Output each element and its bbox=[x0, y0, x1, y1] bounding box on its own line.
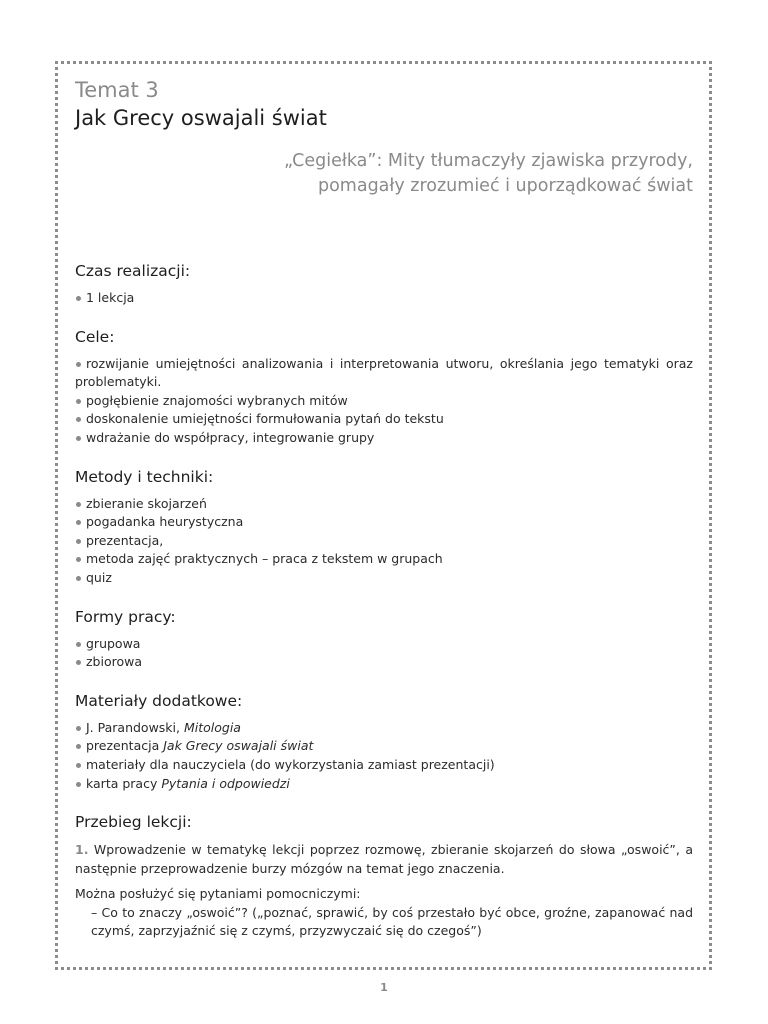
book-title: Mitologia bbox=[183, 719, 241, 735]
helper-question: – Co to znaczy „oswoić”? („poznać, sprawić, by coś przestało być obce, groźne, zapanować nad czymś, zaprzyjaźnić się z czymś, przyzwyczaić się do czegoś”) bbox=[91, 904, 693, 939]
section-czas bbox=[75, 261, 693, 308]
list-item: quiz bbox=[75, 569, 693, 588]
worksheet-title: Pytania i odpowiedzi bbox=[161, 775, 290, 791]
section-materialy bbox=[75, 691, 693, 793]
list-item: pogadanka heurystyczna bbox=[75, 513, 693, 532]
bullet-list bbox=[75, 719, 693, 793]
bullet-list bbox=[75, 289, 693, 308]
section-formy bbox=[75, 607, 693, 672]
list-item: doskonalenie umiejętności formułowania pytań do tekstu bbox=[75, 410, 693, 429]
step-text: Wprowadzenie w tematykę lekcji poprzez rozmowę, zbieranie skojarzeń do słowa „oswoić”, a następnie przeprowadzenie burzy mózgów na temat jego znaczenia. bbox=[75, 842, 693, 876]
topic-label: Temat 3 bbox=[75, 78, 159, 102]
subtitle bbox=[75, 149, 693, 199]
list-item: prezentacja, bbox=[75, 532, 693, 551]
subtitle-line: pomagały zrozumieć i uporządkować świat bbox=[317, 176, 693, 196]
section-heading: Formy pracy: bbox=[75, 607, 176, 626]
list-item: zbieranie skojarzeń bbox=[75, 495, 693, 514]
list-item: pogłębienie znajomości wybranych mitów bbox=[75, 392, 693, 411]
page-title: Jak Grecy oswajali świat bbox=[75, 106, 327, 130]
item-text: prezentacja bbox=[86, 738, 164, 754]
list-item bbox=[75, 719, 693, 738]
helper-intro: Można posłużyć się pytaniami pomocniczymi: bbox=[75, 886, 361, 902]
list-item: 1 lekcja bbox=[75, 289, 693, 308]
section-metody bbox=[75, 467, 693, 588]
list-item: zbiorowa bbox=[75, 653, 693, 672]
bullet-list bbox=[75, 355, 693, 448]
section-przebieg bbox=[75, 812, 693, 941]
section-heading: Materiały dodatkowe: bbox=[75, 691, 243, 710]
list-item bbox=[75, 775, 693, 794]
bullet-list bbox=[75, 495, 693, 588]
list-item: grupowa bbox=[75, 635, 693, 654]
bullet-list bbox=[75, 635, 693, 672]
list-item bbox=[75, 737, 693, 756]
item-text: materiały dla nauczyciela (do wykorzystania zamiast prezentacji) bbox=[86, 756, 495, 772]
list-item: rozwijanie umiejętności analizowania i interpretowania utworu, określania jego tematyki oraz problematyki. bbox=[75, 355, 693, 392]
list-item: metoda zajęć praktycznych – praca z tekstem w grupach bbox=[75, 550, 693, 569]
step-number: 1. bbox=[75, 842, 89, 858]
subtitle-line: „Cegiełka”: Mity tłumaczyły zjawiska przyrody, bbox=[284, 151, 693, 171]
list-item bbox=[75, 756, 693, 775]
presentation-title: Jak Grecy oswajali świat bbox=[163, 738, 314, 754]
list-item: wdrażanie do współpracy, integrowanie grupy bbox=[75, 429, 693, 448]
section-heading: Metody i techniki: bbox=[75, 467, 214, 486]
item-text: karta pracy bbox=[86, 775, 162, 791]
page-number: 1 bbox=[380, 981, 388, 994]
step-paragraph bbox=[75, 841, 693, 878]
item-text: J. Parandowski, bbox=[86, 719, 184, 735]
document-content bbox=[75, 76, 693, 941]
section-heading: Cele: bbox=[75, 327, 115, 346]
section-heading: Przebieg lekcji: bbox=[75, 813, 192, 832]
section-heading: Czas realizacji: bbox=[75, 262, 191, 280]
section-cele bbox=[75, 327, 693, 448]
